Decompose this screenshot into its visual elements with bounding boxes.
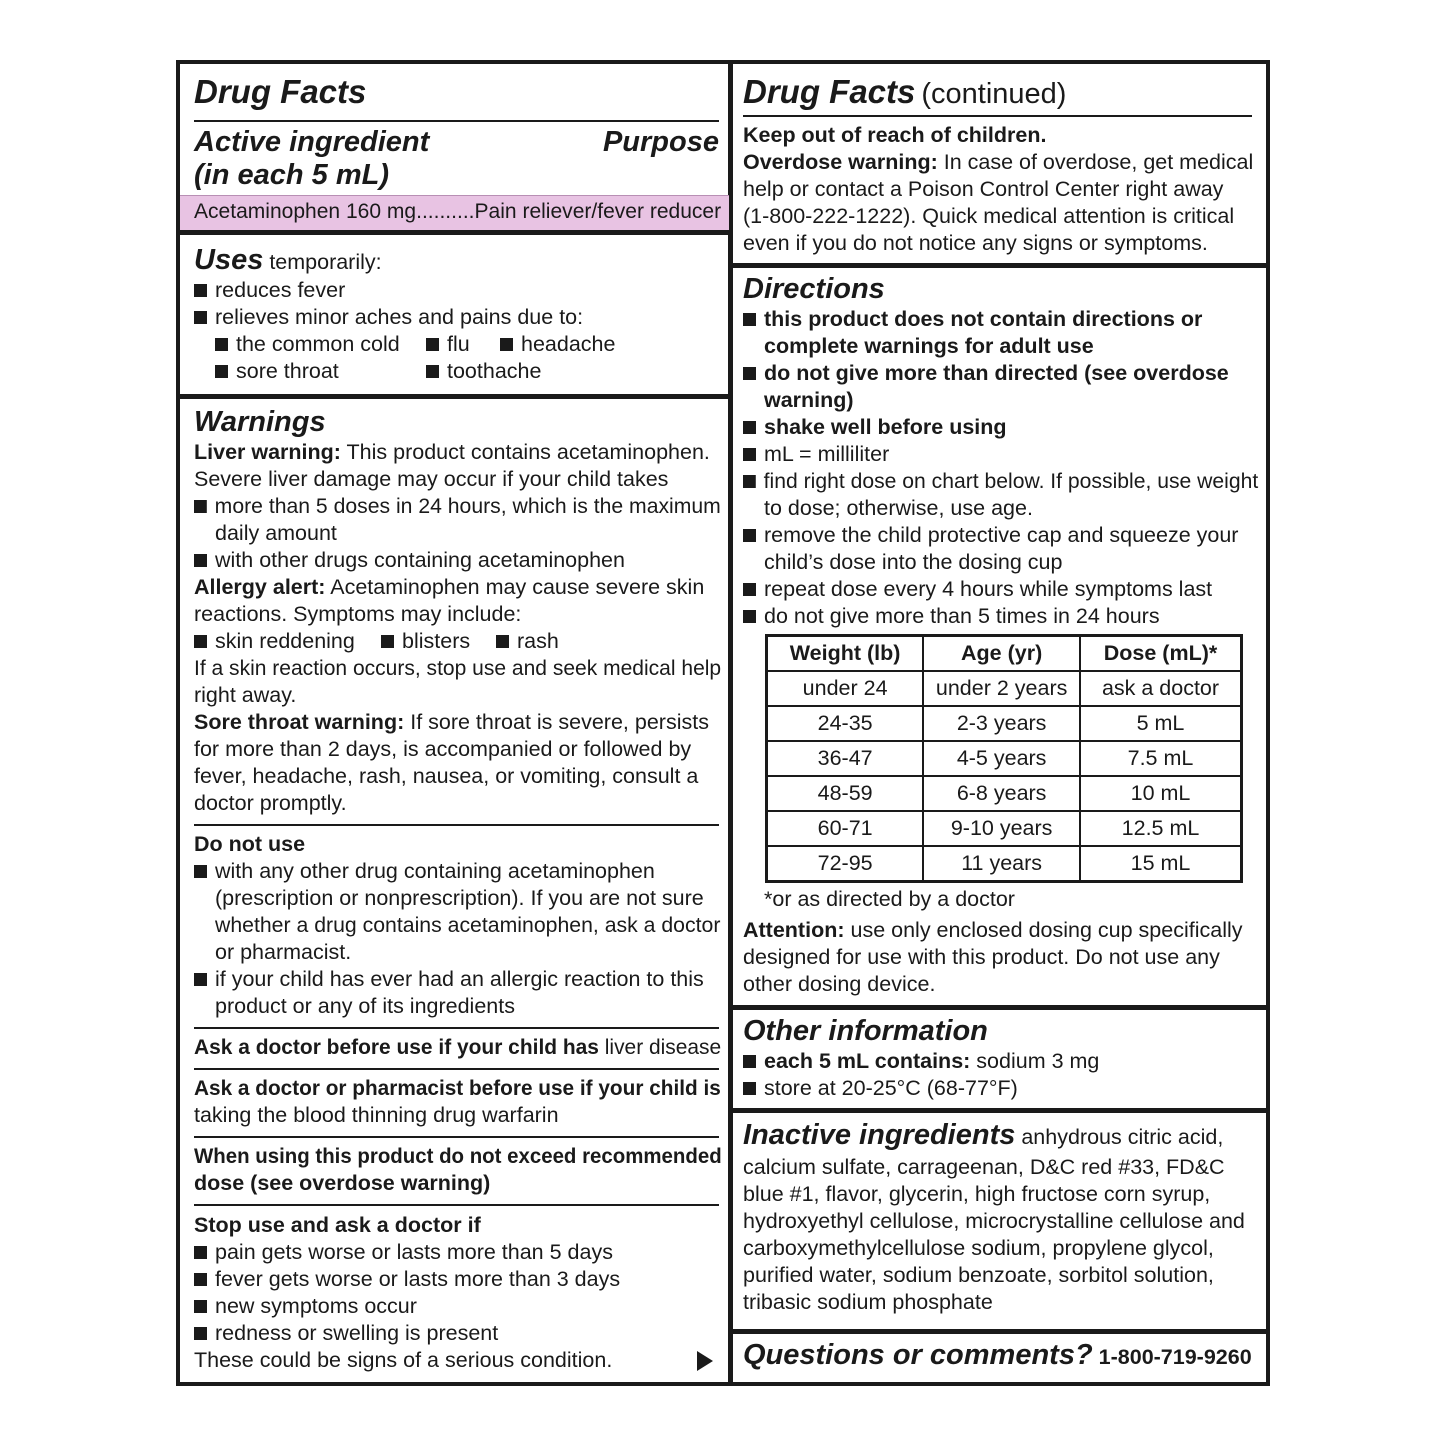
text-line: warning) (764, 388, 854, 412)
table-row (767, 776, 1242, 811)
bullet-square-icon (743, 475, 756, 488)
text-line: calcium sulfate, carrageenan, D&C red #33, FD&C (743, 1155, 1225, 1179)
drug-facts-title-continued: Drug Facts (743, 73, 916, 110)
list-item: flu (426, 331, 470, 358)
list-item: find right dose on chart below. If possible, use weight (743, 468, 1258, 495)
text-line: taking the blood thinning drug warfarin (194, 1103, 559, 1127)
table-header-row (767, 636, 1242, 672)
bullet-square-icon (743, 1082, 756, 1095)
section-divider (733, 1108, 1266, 1113)
uses-heading: Uses (194, 244, 264, 276)
bullet-square-icon (426, 365, 439, 378)
table-footnote: *or as directed by a doctor (764, 887, 1015, 911)
inactive-heading-line: Inactive ingredients anhydrous citric acid, (743, 1119, 1224, 1151)
bullet-square-icon (194, 865, 207, 878)
active-ingredient-line: Acetaminophen 160 mg..........Pain reliever/fever reducer (194, 199, 722, 223)
text-line: tribasic sodium phosphate (743, 1290, 993, 1314)
active-ingredient-heading: Active ingredient (194, 126, 430, 158)
subsection-rule (194, 1027, 719, 1029)
table-cell: 5 mL (1080, 706, 1242, 741)
bullet-square-icon (743, 1055, 756, 1068)
drug-facts-title: Drug Facts (194, 73, 367, 110)
bullet-square-icon (743, 583, 756, 596)
text-line: reactions. Symptoms may include: (194, 602, 522, 626)
table-cell: 60-71 (767, 811, 924, 846)
when-using-line: dose (see overdose warning) (194, 1171, 491, 1195)
text-line: complete warnings for adult use (764, 334, 1094, 358)
list-item: pain gets worse or lasts more than 5 days (194, 1239, 613, 1266)
text-line: If a skin reaction occurs, stop use and seek medical help (194, 656, 722, 680)
bullet-square-icon (426, 338, 439, 351)
table-row (767, 671, 1242, 706)
text-line: purified water, sodium benzoate, sorbitol solution, (743, 1263, 1214, 1287)
continue-arrow-icon (697, 1351, 713, 1371)
text-line: Overdose warning: In case of overdose, get medical (743, 150, 1254, 174)
text-line: help or contact a Poison Control Center right away (743, 177, 1224, 201)
title-rule (743, 115, 1252, 117)
list-item: redness or swelling is present (194, 1320, 498, 1347)
text-line: (1-800-222-1222). Quick medical attention is critical (743, 204, 1235, 228)
continued-title-line (743, 73, 1066, 111)
table-header-cell: Dose (mL)* (1080, 636, 1242, 672)
list-item: headache (500, 331, 615, 358)
bullet-square-icon (743, 367, 756, 380)
subsection-rule (194, 1204, 719, 1206)
text-line: designed for use with this product. Do not use any (743, 945, 1220, 969)
when-using-line: When using this product do not exceed recommended (194, 1144, 722, 1168)
table-cell: 6-8 years (923, 776, 1080, 811)
section-divider (733, 1005, 1266, 1010)
section-divider (180, 230, 729, 235)
text-line: Severe liver damage may occur if your child takes (194, 467, 669, 491)
bullet-square-icon (194, 1246, 207, 1259)
text-line: These could be signs of a serious condition. (194, 1348, 613, 1372)
list-item: more than 5 doses in 24 hours, which is the maximum (194, 493, 721, 520)
bullet-square-icon (194, 635, 207, 648)
list-item: if your child has ever had an allergic reaction to this (194, 966, 704, 993)
questions-phone: 1-800-719-9260 (1098, 1345, 1252, 1369)
uses-heading-line (194, 244, 382, 277)
table-cell: 2-3 years (923, 706, 1080, 741)
list-item: remove the child protective cap and squeeze your (743, 522, 1238, 549)
text-line: Attention: use only enclosed dosing cup specifically (743, 918, 1243, 942)
list-item: fever gets worse or lasts more than 3 days (194, 1266, 620, 1293)
text-line: hydroxyethyl cellulose, microcrystalline cellulose and (743, 1209, 1245, 1233)
bullet-square-icon (215, 338, 228, 351)
text-line: child’s dose into the dosing cup (764, 550, 1063, 574)
list-item: with any other drug containing acetaminophen (194, 858, 655, 885)
text-line: doctor promptly. (194, 791, 347, 815)
do-not-use-heading: Do not use (194, 832, 306, 856)
table-header-cell: Age (yr) (923, 636, 1080, 672)
continued-label: (continued) (921, 78, 1067, 110)
stop-use-heading: Stop use and ask a doctor if (194, 1213, 481, 1237)
list-item: this product does not contain directions or (743, 306, 1202, 333)
subsection-rule (194, 1136, 719, 1138)
list-item: new symptoms occur (194, 1293, 417, 1320)
text-line: blue #1, flavor, glycerin, high fructose corn syrup, (743, 1182, 1211, 1206)
questions-heading: Questions or comments? (743, 1339, 1093, 1371)
section-divider (733, 1329, 1266, 1334)
text-line: carboxymethylcellulose sodium, propylene glycol, (743, 1236, 1214, 1260)
left-column (180, 64, 729, 1382)
active-ingredient-subheading: (in each 5 mL) (194, 159, 389, 191)
text-line: to dose; otherwise, use age. (764, 496, 1033, 520)
subsection-rule (194, 824, 719, 826)
list-item: reduces fever (194, 277, 345, 304)
ask-pharmacist-line: Ask a doctor or pharmacist before use if your child is (194, 1076, 721, 1100)
list-item: shake well before using (743, 414, 1007, 441)
list-item: sore throat (215, 358, 339, 385)
text-line: daily amount (215, 521, 337, 545)
bullet-square-icon (496, 635, 509, 648)
list-item: rash (496, 628, 559, 655)
table-cell: 12.5 mL (1080, 811, 1242, 846)
table-cell: under 2 years (923, 671, 1080, 706)
table-cell: 36-47 (767, 741, 924, 776)
section-divider (180, 394, 729, 399)
text-line: (prescription or nonprescription). If you are not sure (215, 886, 704, 910)
drug-facts-panel (176, 60, 1270, 1386)
text-line: for more than 2 days, is accompanied or followed by (194, 737, 692, 761)
table-cell: ask a doctor (1080, 671, 1242, 706)
text-line: other dosing device. (743, 972, 936, 996)
table-cell: 72-95 (767, 846, 924, 882)
title-rule (194, 120, 719, 122)
list-item: mL = milliliter (743, 441, 889, 468)
table-cell: 7.5 mL (1080, 741, 1242, 776)
other-info-heading: Other information (743, 1015, 988, 1047)
bullet-square-icon (215, 365, 228, 378)
table-cell: 9-10 years (923, 811, 1080, 846)
list-item: relieves minor aches and pains due to: (194, 304, 583, 331)
bullet-square-icon (194, 1273, 207, 1286)
keep-out-line: Keep out of reach of children. (743, 123, 1047, 147)
list-item: the common cold (215, 331, 400, 358)
text-line: fever, headache, rash, nausea, or vomiting, consult a (194, 764, 699, 788)
list-item: do not give more than 5 times in 24 hours (743, 603, 1160, 630)
table-cell: 11 years (923, 846, 1080, 882)
bullet-square-icon (194, 284, 207, 297)
bullet-square-icon (743, 529, 756, 542)
table-cell: under 24 (767, 671, 924, 706)
bullet-square-icon (743, 421, 756, 434)
table-cell: 15 mL (1080, 846, 1242, 882)
uses-intro: temporarily: (269, 250, 382, 274)
table-cell: 24-35 (767, 706, 924, 741)
bullet-square-icon (194, 500, 207, 513)
list-item: with other drugs containing acetaminophen (194, 547, 625, 574)
text-line: Sore throat warning: If sore throat is severe, persists (194, 710, 709, 734)
list-item: store at 20-25°C (68-77°F) (743, 1075, 1018, 1102)
text-line: product or any of its ingredients (215, 994, 515, 1018)
bullet-square-icon (743, 448, 756, 461)
ask-doctor-line: Ask a doctor before use if your child has liver disease (194, 1035, 722, 1059)
list-item: repeat dose every 4 hours while symptoms last (743, 576, 1212, 603)
text-line: whether a drug contains acetaminophen, ask a doctor (215, 913, 721, 937)
text-line: Allergy alert: Acetaminophen may cause severe skin (194, 575, 705, 599)
list-item: blisters (381, 628, 470, 655)
bullet-square-icon (381, 635, 394, 648)
text-line: or pharmacist. (215, 940, 352, 964)
section-divider (733, 263, 1266, 268)
table-cell: 48-59 (767, 776, 924, 811)
list-item: toothache (426, 358, 541, 385)
bullet-square-icon (500, 338, 513, 351)
questions-line (743, 1339, 1252, 1372)
text-line: even if you do not notice any signs or symptoms. (743, 231, 1208, 255)
warnings-heading: Warnings (194, 406, 326, 438)
list-item: skin reddening (194, 628, 355, 655)
purpose-heading: Purpose (602, 126, 719, 158)
bullet-square-icon (743, 610, 756, 623)
table-row (767, 706, 1242, 741)
subsection-rule (194, 1068, 719, 1070)
table-row (767, 741, 1242, 776)
directions-heading: Directions (743, 273, 885, 305)
dosing-table (765, 634, 1243, 883)
table-row (767, 811, 1242, 846)
text-line: Liver warning: This product contains acetaminophen. (194, 440, 710, 464)
bullet-square-icon (194, 554, 207, 567)
text-line: right away. (194, 683, 297, 707)
bullet-square-icon (194, 1327, 207, 1340)
table-row (767, 846, 1242, 882)
table-cell: 4-5 years (923, 741, 1080, 776)
bullet-square-icon (194, 311, 207, 324)
bullet-square-icon (743, 313, 756, 326)
bullet-square-icon (194, 1300, 207, 1313)
table-header-cell: Weight (lb) (767, 636, 924, 672)
inactive-heading: Inactive ingredients (743, 1119, 1016, 1151)
right-column (733, 64, 1266, 1382)
list-item: do not give more than directed (see overdose (743, 360, 1229, 387)
list-item: each 5 mL contains: sodium 3 mg (743, 1048, 1099, 1075)
table-cell: 10 mL (1080, 776, 1242, 811)
bullet-square-icon (194, 973, 207, 986)
